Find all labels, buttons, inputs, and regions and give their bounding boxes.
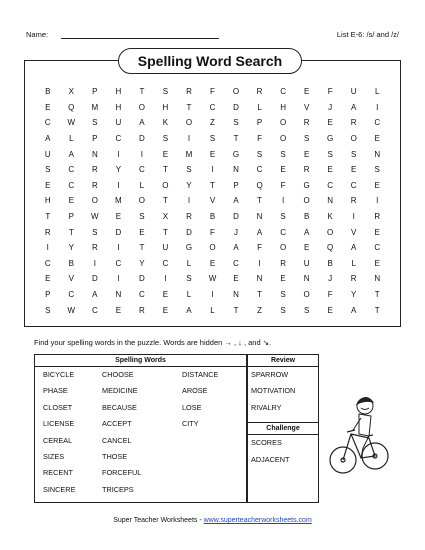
grid-letter[interactable]: S — [280, 305, 286, 315]
grid-letter[interactable]: Y — [351, 290, 357, 300]
word-item: RECENT — [43, 468, 73, 478]
grid-letter[interactable]: E — [327, 305, 333, 315]
grid-letter[interactable]: A — [92, 290, 98, 300]
grid-letter[interactable]: R — [91, 243, 98, 253]
word-item: CITY — [182, 419, 199, 429]
grid-letter[interactable]: C — [115, 258, 122, 268]
grid-letter[interactable]: O — [327, 227, 334, 237]
grid-letter[interactable]: B — [303, 212, 310, 222]
grid-letter[interactable]: E — [233, 274, 239, 284]
grid-letter[interactable]: I — [281, 196, 285, 206]
word-item: SINCERE — [43, 484, 76, 494]
grid-letter[interactable]: R — [186, 87, 192, 97]
grid-letter[interactable]: M — [185, 149, 193, 159]
instructions: Find your spelling words in the puzzle. Words are hidden → , ↓ , and ↘. — [34, 338, 272, 347]
grid-letter[interactable]: E — [303, 87, 310, 97]
grid-letter[interactable]: A — [351, 243, 357, 253]
grid-letter[interactable]: C — [139, 290, 145, 300]
grid-letter[interactable]: L — [374, 87, 380, 97]
grid-letter[interactable]: V — [351, 227, 357, 237]
grid-letter[interactable]: E — [45, 274, 51, 284]
grid-letter[interactable]: D — [139, 134, 145, 144]
grid-letter[interactable]: T — [257, 196, 262, 206]
grid-letter[interactable]: S — [256, 149, 263, 159]
grid-letter[interactable]: S — [280, 290, 286, 300]
grid-letter[interactable]: I — [376, 196, 379, 206]
grid-letter[interactable]: T — [162, 165, 168, 175]
grid-letter[interactable]: F — [257, 243, 262, 253]
word-item: LOSE — [182, 402, 202, 412]
grid-letter[interactable]: O — [350, 134, 357, 144]
grid-letter[interactable]: H — [280, 102, 286, 112]
grid-letter[interactable]: I — [211, 290, 214, 300]
grid-letter[interactable]: T — [233, 134, 239, 144]
grid-letter[interactable]: S — [45, 165, 51, 175]
grid-letter[interactable]: R — [303, 118, 310, 128]
grid-letter[interactable]: N — [256, 212, 263, 222]
grid-letter[interactable]: V — [303, 102, 310, 112]
word-item: LICENSE — [43, 419, 75, 429]
grid-letter[interactable]: T — [139, 87, 145, 97]
grid-letter[interactable]: E — [162, 305, 169, 315]
grid-letter[interactable]: R — [44, 227, 51, 237]
grid-letter[interactable]: M — [91, 102, 99, 112]
word-item: MEDICINE — [102, 386, 138, 396]
spelling-words-column-3 — [175, 369, 245, 500]
grid-letter[interactable]: K — [162, 118, 169, 128]
grid-letter[interactable]: O — [91, 196, 98, 206]
grid-letter[interactable]: R — [374, 212, 381, 222]
grid-letter[interactable]: H — [162, 102, 169, 112]
word-item: AROSE — [182, 386, 208, 396]
grid-letter[interactable]: L — [210, 305, 215, 315]
grid-letter[interactable]: C — [209, 102, 216, 112]
grid-letter[interactable]: L — [69, 134, 74, 144]
grid-letter[interactable]: E — [280, 165, 286, 175]
grid-letter[interactable]: N — [327, 196, 334, 206]
grid-letter[interactable]: T — [374, 290, 380, 300]
grid-letter[interactable]: C — [350, 180, 357, 190]
worksheet-title: Spelling Word Search — [118, 48, 302, 74]
word-item: FORCEFUL — [102, 468, 142, 478]
grid-letter[interactable]: E — [139, 227, 145, 237]
grid-letter[interactable]: O — [138, 102, 145, 112]
grid-letter[interactable]: S — [280, 212, 286, 222]
grid-letter[interactable]: L — [257, 102, 262, 112]
grid-letter[interactable]: A — [139, 118, 145, 128]
grid-letter[interactable]: O — [162, 180, 169, 190]
grid-letter[interactable]: I — [93, 258, 96, 268]
word-item: SCORES — [251, 438, 282, 448]
grid-letter[interactable]: R — [91, 180, 98, 190]
grid-letter[interactable]: I — [46, 243, 49, 253]
grid-letter[interactable]: A — [351, 102, 357, 112]
grid-letter[interactable]: J — [328, 274, 333, 284]
word-item: BECAUSE — [102, 402, 137, 412]
grid-letter[interactable]: E — [327, 165, 333, 175]
grid-letter[interactable]: C — [280, 87, 286, 97]
word-item: CLOSET — [43, 402, 73, 412]
word-item: DISTANCE — [182, 370, 219, 379]
grid-letter[interactable]: N — [303, 274, 310, 284]
grid-letter[interactable]: R — [256, 87, 263, 97]
grid-letter[interactable]: C — [44, 258, 51, 268]
word-item: SIZES — [43, 451, 65, 461]
grid-letter[interactable]: T — [210, 180, 215, 190]
footer-credit: Super Teacher Worksheets - — [113, 517, 204, 524]
grid-letter[interactable]: H — [115, 87, 122, 97]
grid-letter[interactable]: S — [162, 87, 169, 97]
grid-letter[interactable]: E — [209, 258, 216, 268]
word-item: SPARROW — [251, 370, 289, 379]
grid-letter[interactable]: P — [68, 212, 74, 222]
grid-letter[interactable]: T — [257, 290, 262, 300]
grid-letter[interactable]: C — [68, 165, 75, 175]
grid-letter[interactable]: B — [45, 87, 51, 97]
grid-letter[interactable]: M — [115, 196, 122, 206]
word-item: TRICEPS — [102, 484, 134, 494]
challenge-list — [248, 435, 318, 470]
grid-letter[interactable]: O — [279, 243, 287, 253]
grid-letter[interactable]: J — [328, 102, 333, 112]
spelling-words-header: Spelling Words — [35, 355, 246, 367]
word-item: THOSE — [102, 451, 128, 461]
grid-letter[interactable]: O — [303, 290, 310, 300]
grid-letter[interactable]: T — [45, 212, 51, 222]
grid-letter[interactable]: F — [327, 290, 333, 300]
grid-letter[interactable]: E — [303, 243, 310, 253]
grid-letter[interactable]: J — [234, 227, 239, 237]
grid-letter[interactable]: T — [68, 227, 74, 237]
grid-letter[interactable]: U — [162, 243, 169, 253]
grid-letter[interactable]: A — [233, 196, 239, 206]
grid-letter[interactable]: R — [139, 305, 145, 315]
grid-letter[interactable]: D — [186, 227, 192, 237]
grid-letter[interactable]: G — [185, 243, 193, 253]
grid-letter[interactable]: I — [140, 149, 143, 159]
grid-letter[interactable]: Q — [256, 180, 263, 190]
grid-letter[interactable]: D — [115, 227, 122, 237]
grid-letter[interactable]: Y — [68, 243, 74, 253]
bike-frame — [343, 434, 375, 460]
grid-letter[interactable]: C — [256, 165, 263, 175]
child-on-bicycle-illustration — [325, 378, 395, 478]
grid-letter[interactable]: Z — [257, 305, 262, 315]
grid-letter[interactable]: C — [68, 290, 75, 300]
grid-letter[interactable]: S — [92, 118, 98, 128]
grid-letter[interactable]: I — [117, 243, 120, 253]
grid-letter[interactable]: C — [162, 258, 169, 268]
grid-letter[interactable]: C — [374, 118, 381, 128]
grid-letter[interactable]: R — [350, 196, 357, 206]
grid-letter[interactable]: O — [185, 118, 193, 128]
grid-letter[interactable]: F — [327, 87, 333, 97]
grid-letter[interactable]: A — [68, 149, 74, 159]
grid-letter[interactable]: N — [374, 274, 381, 284]
grid-letter[interactable]: N — [256, 274, 263, 284]
grid-letter[interactable]: C — [139, 165, 145, 175]
grid-letter[interactable]: F — [257, 134, 262, 144]
grid-letter[interactable]: S — [186, 165, 192, 175]
grid-letter[interactable]: I — [117, 180, 120, 190]
grid-letter[interactable]: P — [256, 118, 263, 128]
grid-letter[interactable]: U — [303, 258, 310, 268]
grid-letter[interactable]: W — [208, 274, 217, 284]
grid-letter[interactable]: A — [303, 227, 310, 237]
grid-letter[interactable]: O — [232, 87, 240, 97]
grid-letter[interactable]: I — [164, 274, 167, 284]
grid-letter[interactable]: X — [68, 87, 74, 97]
grid-letter[interactable]: I — [352, 212, 355, 222]
grid-letter[interactable]: R — [91, 165, 98, 175]
grid-letter[interactable]: E — [374, 180, 380, 190]
grid-letter[interactable]: B — [327, 258, 333, 268]
grid-letter[interactable]: I — [258, 258, 261, 268]
grid-letter[interactable]: E — [162, 149, 169, 159]
grid-letter[interactable]: I — [187, 134, 191, 144]
grid-letter[interactable]: X — [162, 212, 169, 222]
grid-letter[interactable]: F — [280, 180, 286, 190]
grid-letter[interactable]: A — [351, 305, 357, 315]
spelling-words-column-1 — [35, 369, 95, 500]
grid-letter[interactable]: S — [351, 149, 357, 159]
grid-letter[interactable]: E — [115, 305, 122, 315]
word-item: CANCEL — [102, 435, 132, 445]
grid-letter[interactable]: W — [67, 305, 76, 315]
footer — [0, 517, 425, 524]
grid-letter[interactable]: Y — [139, 258, 145, 268]
letter-grid — [36, 84, 389, 318]
grid-letter[interactable]: P — [92, 87, 98, 97]
grid-letter[interactable]: S — [303, 134, 310, 144]
grid-letter[interactable]: S — [209, 134, 216, 144]
grid-letter[interactable]: F — [210, 227, 215, 237]
review-list — [248, 367, 318, 418]
grid-letter[interactable]: L — [351, 258, 356, 268]
grid-letter[interactable]: B — [68, 258, 74, 268]
grid-letter[interactable]: E — [45, 180, 51, 190]
grid-letter[interactable]: R — [186, 212, 192, 222]
name-blank-line[interactable] — [61, 38, 219, 39]
grid-letter[interactable]: D — [139, 274, 145, 284]
word-item: ADJACENT — [251, 454, 290, 464]
grid-letter[interactable]: E — [351, 165, 357, 175]
grid-letter[interactable]: N — [115, 290, 122, 300]
grid-letter[interactable]: N — [233, 165, 239, 175]
grid-letter[interactable]: N — [91, 149, 98, 159]
grid-letter[interactable]: T — [139, 243, 145, 253]
grid-letter[interactable]: S — [45, 305, 51, 315]
worksheet-header — [24, 30, 401, 44]
grid-letter[interactable]: A — [45, 134, 51, 144]
grid-letter[interactable]: P — [45, 290, 51, 300]
word-item: ACCEPT — [102, 419, 132, 429]
grid-letter[interactable]: I — [211, 165, 214, 175]
grid-letter[interactable]: C — [280, 227, 286, 237]
grid-letter[interactable]: E — [45, 102, 51, 112]
grid-letter[interactable]: U — [350, 87, 357, 97]
grid-letter[interactable]: R — [303, 165, 310, 175]
grid-letter[interactable]: F — [210, 87, 215, 97]
grid-letter[interactable]: W — [67, 118, 76, 128]
grid-letter[interactable]: C — [91, 305, 98, 315]
grid-letter[interactable]: I — [187, 196, 191, 206]
grid-letter[interactable]: E — [327, 118, 333, 128]
grid-letter[interactable]: U — [44, 149, 51, 159]
grid-letter[interactable]: S — [280, 149, 286, 159]
grid-letter[interactable]: L — [186, 258, 192, 268]
grid-letter[interactable]: C — [68, 180, 75, 190]
grid-letter[interactable]: S — [162, 134, 169, 144]
grid-letter[interactable]: H — [44, 196, 51, 206]
challenge-header: Challenge — [248, 422, 318, 435]
grid-letter[interactable]: D — [233, 102, 239, 112]
grid-letter[interactable]: W — [91, 212, 99, 222]
grid-letter[interactable]: L — [139, 180, 145, 190]
grid-letter[interactable]: O — [279, 118, 287, 128]
word-item: BICYCLE — [43, 370, 75, 379]
grid-letter[interactable]: R — [350, 274, 357, 284]
grid-letter[interactable]: N — [374, 149, 381, 159]
grid-letter[interactable]: N — [233, 290, 239, 300]
grid-letter[interactable]: U — [115, 118, 122, 128]
grid-letter[interactable]: H — [115, 102, 122, 112]
word-item: CEREAL — [43, 435, 73, 445]
grid-letter[interactable]: A — [186, 305, 192, 315]
grid-letter[interactable]: T — [162, 196, 168, 206]
grid-letter[interactable]: C — [115, 134, 122, 144]
grid-letter[interactable]: R — [280, 258, 286, 268]
grid-letter[interactable]: P — [92, 134, 98, 144]
grid-letter[interactable]: S — [303, 305, 310, 315]
grid-letter[interactable]: S — [327, 149, 333, 159]
grid-letter[interactable]: D — [233, 212, 239, 222]
spelling-words-box — [34, 354, 247, 503]
grid-letter[interactable]: V — [209, 196, 216, 206]
grid-letter[interactable]: E — [374, 258, 380, 268]
grid-letter[interactable]: E — [115, 212, 122, 222]
grid-letter[interactable]: K — [327, 212, 333, 222]
grid-letter[interactable]: O — [279, 134, 287, 144]
grid-letter[interactable]: D — [91, 274, 98, 284]
name-label: Name: — [26, 30, 49, 39]
grid-letter[interactable]: S — [233, 118, 239, 128]
grid-letter[interactable]: S — [374, 165, 380, 175]
grid-letter[interactable]: I — [117, 149, 120, 159]
review-box — [247, 354, 319, 503]
grid-letter[interactable]: E — [374, 227, 380, 237]
grid-letter[interactable]: T — [186, 102, 192, 112]
grid-letter[interactable]: S — [92, 227, 98, 237]
grid-letter[interactable]: S — [139, 212, 145, 222]
grid-letter[interactable]: P — [233, 180, 239, 190]
grid-letter[interactable]: O — [138, 196, 145, 206]
grid-letter[interactable]: E — [374, 134, 380, 144]
grid-letter[interactable]: O — [303, 196, 310, 206]
grid-letter[interactable]: G — [303, 180, 310, 190]
grid-letter[interactable]: V — [68, 274, 74, 284]
handlebar — [347, 430, 355, 432]
grid-letter[interactable]: C — [44, 118, 51, 128]
grid-letter[interactable]: S — [186, 274, 192, 284]
grid-letter[interactable]: G — [232, 149, 240, 159]
grid-letter[interactable]: Q — [68, 102, 75, 112]
grid-letter[interactable]: E — [303, 149, 310, 159]
grid-letter[interactable]: O — [209, 243, 216, 253]
grid-letter[interactable]: Y — [115, 165, 122, 175]
grid-letter[interactable]: T — [233, 305, 239, 315]
grid-letter[interactable]: B — [209, 212, 216, 222]
grid-letter[interactable]: I — [117, 274, 120, 284]
grid-letter[interactable]: I — [376, 102, 379, 112]
grid-letter[interactable]: C — [374, 243, 381, 253]
footer-link[interactable]: www.superteacherworksheets.com — [203, 517, 312, 524]
grid-letter[interactable]: Z — [210, 118, 215, 128]
word-item: CHOOSE — [102, 370, 134, 379]
grid-letter[interactable]: T — [162, 227, 168, 237]
grid-letter[interactable]: E — [68, 196, 74, 206]
review-header: Review — [248, 355, 318, 367]
list-label: List E-6: /s/ and /z/ — [336, 30, 399, 39]
word-item: RIVALRY — [251, 402, 282, 412]
grid-letter[interactable]: T — [374, 305, 380, 315]
grid-letter[interactable]: Q — [327, 243, 334, 253]
grid-letter[interactable]: C — [233, 258, 239, 268]
grid-letter[interactable]: A — [233, 243, 239, 253]
grid-letter[interactable]: R — [350, 118, 357, 128]
grid-letter[interactable]: E — [280, 274, 286, 284]
word-item: MOTIVATION — [251, 386, 296, 396]
grid-letter[interactable]: Y — [186, 180, 192, 190]
grid-letter[interactable]: A — [256, 227, 263, 237]
grid-letter[interactable]: L — [186, 290, 192, 300]
grid-letter[interactable]: E — [162, 290, 169, 300]
word-item: PHASE — [43, 386, 68, 396]
shirt — [359, 414, 371, 436]
grid-letter[interactable]: C — [327, 180, 334, 190]
grid-letter[interactable]: E — [209, 149, 216, 159]
grid-letter[interactable]: G — [327, 134, 334, 144]
spelling-words-column-2 — [95, 369, 175, 500]
